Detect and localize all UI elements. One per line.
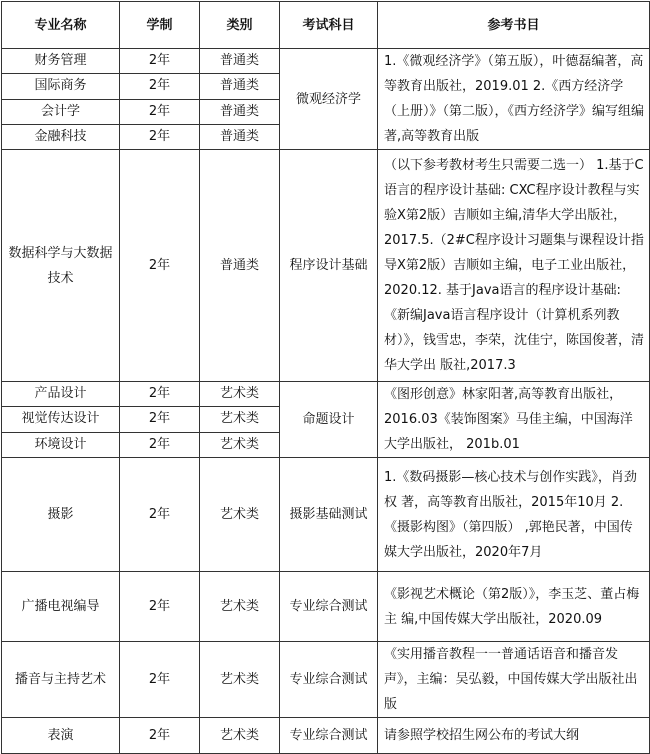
major-cell: 摄影 bbox=[2, 458, 120, 572]
major-cell: 表演 bbox=[2, 718, 120, 754]
category-cell: 艺术类 bbox=[200, 458, 280, 572]
duration-cell: 2年 bbox=[120, 124, 200, 149]
category-cell: 艺术类 bbox=[200, 718, 280, 754]
books-cell: 1.《数码摄影—核心技术与创作实践》，肖劲权 著，高等教育出版社，2015年10月 2.《摄影构图》（第四版） ,郭艳民著，中国传 媒大学出版社，2020年7月 bbox=[378, 458, 650, 572]
subject-cell: 专业综合测试 bbox=[280, 642, 378, 718]
subject-cell: 专业综合测试 bbox=[280, 718, 378, 754]
major-cell: 广播电视编导 bbox=[2, 572, 120, 642]
subject-cell: 摄影基础测试 bbox=[280, 458, 378, 572]
header-category: 类别 bbox=[200, 2, 280, 49]
major-cell: 财务管理 bbox=[2, 49, 120, 74]
books-cell: 《图形创意》林家阳著,高等教育出版社， 2016.03《装饰图案》马佳主编，中国海洋大学出版社， 201b.01 bbox=[378, 382, 650, 458]
category-cell: 普通类 bbox=[200, 49, 280, 74]
category-cell: 普通类 bbox=[200, 74, 280, 99]
duration-cell: 2年 bbox=[120, 382, 200, 407]
category-cell: 艺术类 bbox=[200, 642, 280, 718]
duration-cell: 2年 bbox=[120, 458, 200, 572]
table-row bbox=[2, 718, 650, 754]
major-cell: 环境设计 bbox=[2, 432, 120, 457]
category-cell: 普通类 bbox=[200, 124, 280, 149]
category-cell: 普通类 bbox=[200, 150, 280, 382]
subject-cell: 命题设计 bbox=[280, 382, 378, 458]
books-cell: 请参照学校招生网公布的考试大纲 bbox=[378, 718, 650, 754]
table-row bbox=[2, 572, 650, 642]
table-row bbox=[2, 642, 650, 718]
table-row bbox=[2, 150, 650, 382]
duration-cell: 2年 bbox=[120, 432, 200, 457]
major-cell: 金融科技 bbox=[2, 124, 120, 149]
duration-cell: 2年 bbox=[120, 407, 200, 432]
books-cell: （以下参考教材考生只需要二选一） 1.基于C语言的程序设计基础: CXC程序设计教程与实验X第2版）吉顺如主编,清华大学出版社，2017.5.（2#C程序设计习题集与课程设计指导X第2版）吉顺如主编，电子工业出版社，2020.12. 基于Java语言的程序设计基础: 《新编Java语言程序设计（计算机系列教材）》，钱雪忠，李荣，沈佳宁，陈国俊著，清华大学出 版社,2017.3 bbox=[378, 150, 650, 382]
major-cell: 播音与主持艺术 bbox=[2, 642, 120, 718]
category-cell: 艺术类 bbox=[200, 407, 280, 432]
duration-cell: 2年 bbox=[120, 99, 200, 124]
major-cell: 会计学 bbox=[2, 99, 120, 124]
header-row bbox=[2, 2, 650, 49]
major-cell: 数据科学与大数据技术 bbox=[2, 150, 120, 382]
books-cell: 《影视艺术概论（第2版）》，李玉芝、董占梅主 编,中国传媒大学出版社，2020.09 bbox=[378, 572, 650, 642]
major-cell: 产品设计 bbox=[2, 382, 120, 407]
category-cell: 艺术类 bbox=[200, 382, 280, 407]
category-cell: 普通类 bbox=[200, 99, 280, 124]
admission-table bbox=[1, 1, 650, 754]
header-subject: 考试科目 bbox=[280, 2, 378, 49]
header-major: 专业名称 bbox=[2, 2, 120, 49]
table-row bbox=[2, 382, 650, 407]
duration-cell: 2年 bbox=[120, 74, 200, 99]
category-cell: 艺术类 bbox=[200, 432, 280, 457]
table-row bbox=[2, 49, 650, 74]
duration-cell: 2年 bbox=[120, 49, 200, 74]
category-cell: 艺术类 bbox=[200, 572, 280, 642]
books-cell: 《实用播音教程一一普通话语音和播音发声》，主编：吴弘毅，中国传媒大学出版社出版 bbox=[378, 642, 650, 718]
subject-cell: 专业综合测试 bbox=[280, 572, 378, 642]
duration-cell: 2年 bbox=[120, 150, 200, 382]
subject-cell: 微观经济学 bbox=[280, 49, 378, 150]
duration-cell: 2年 bbox=[120, 572, 200, 642]
duration-cell: 2年 bbox=[120, 718, 200, 754]
subject-cell: 程序设计基础 bbox=[280, 150, 378, 382]
major-cell: 国际商务 bbox=[2, 74, 120, 99]
duration-cell: 2年 bbox=[120, 642, 200, 718]
books-cell: 1.《微观经济学》（第五版），叶德磊编著，高等教育出版社，2019.01 2.《西方经济学（上册）》（第二版），《西方经济学》编写组编著,高等教育出版 bbox=[378, 49, 650, 150]
header-books: 参考书目 bbox=[378, 2, 650, 49]
header-duration: 学制 bbox=[120, 2, 200, 49]
table-row bbox=[2, 458, 650, 572]
major-cell: 视觉传达设计 bbox=[2, 407, 120, 432]
